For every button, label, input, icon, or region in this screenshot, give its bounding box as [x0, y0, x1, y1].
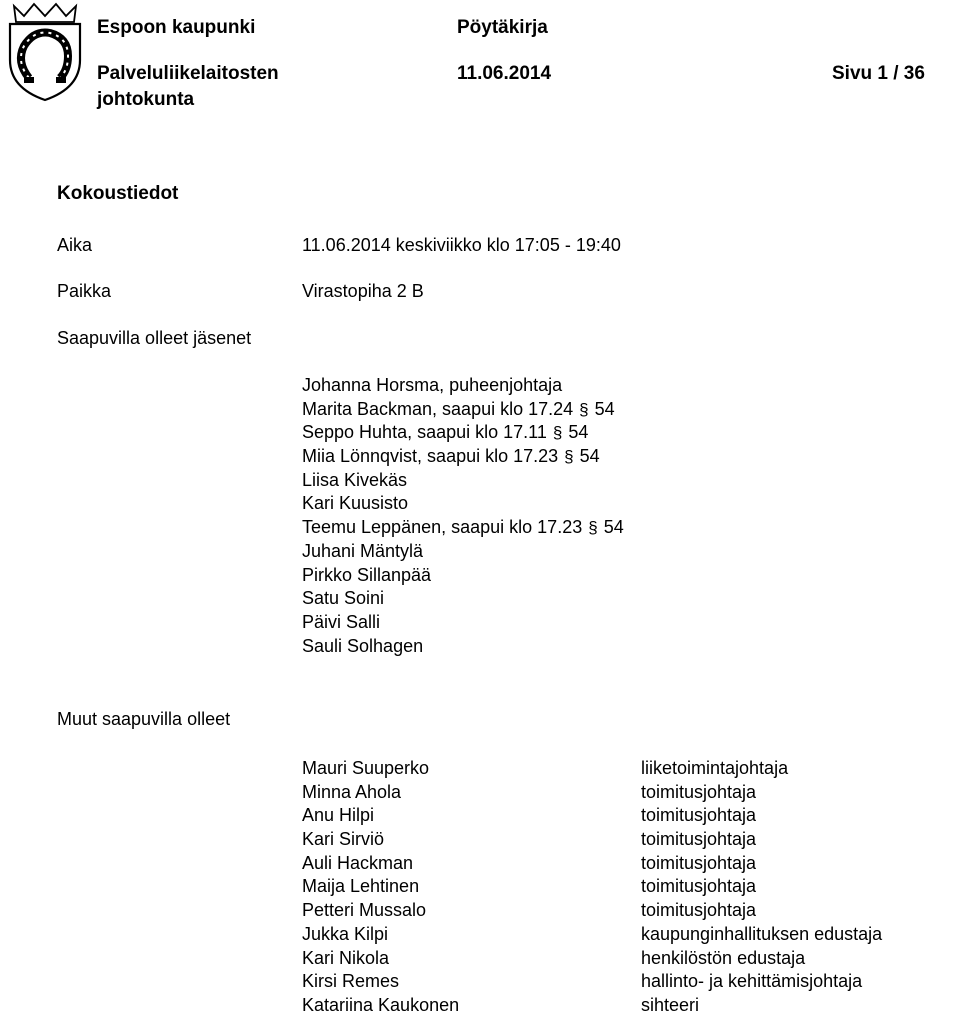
time-label: Aika: [57, 235, 93, 255]
member-name: Marita Backman, saapui klo 17.24: [302, 398, 574, 419]
list-item: Kirsi Remes: [302, 971, 400, 992]
document-type: Pöytäkirja: [457, 17, 548, 38]
list-item: [302, 492, 624, 516]
meeting-date: 11.06.2014: [457, 63, 552, 84]
list-item: Maija Lehtinen: [302, 876, 420, 897]
list-item: Jukka Kilpi: [302, 923, 389, 944]
list-item: Minna Ahola: [302, 781, 402, 802]
organization-name: Espoon kaupunki: [97, 17, 256, 38]
list-item: [302, 421, 624, 445]
role-item: liiketoimintajohtaja: [641, 758, 789, 778]
member-name: Seppo Huhta, saapui klo 17.11: [302, 422, 547, 443]
place-value: Virastopiha 2 B: [302, 281, 424, 301]
board-name-line1: Palveluliikelaitosten: [97, 63, 279, 84]
list-item: Katariina Kaukonen: [302, 994, 460, 1015]
role-item: toimitusjohtaja: [641, 876, 757, 897]
member-name: Päivi Salli: [302, 611, 381, 632]
list-item: Kari Sirviö: [302, 829, 385, 850]
others-roles-list: [641, 757, 882, 1018]
section-symbol: §: [588, 518, 598, 538]
role-item: sihteeri: [641, 994, 700, 1015]
section-symbol: §: [552, 423, 563, 443]
others-names-list: [302, 757, 459, 1018]
list-item: [302, 611, 624, 635]
member-name: Kari Kuusisto: [302, 493, 409, 514]
list-item: Petteri Mussalo: [302, 900, 427, 921]
others-label: Muut saapuvilla olleet: [57, 709, 231, 729]
section-ref: 54: [579, 446, 600, 467]
espoo-coat-of-arms-icon: [0, 2, 90, 102]
list-item: [302, 398, 624, 422]
member-name: Pirkko Sillanpää: [302, 564, 432, 585]
list-item: [302, 516, 624, 540]
role-item: kaupunginhallituksen edustaja: [641, 923, 883, 944]
list-item: [302, 374, 624, 398]
section-ref: 54: [568, 422, 589, 443]
role-item: hallinto- ja kehittämisjohtaja: [641, 971, 863, 992]
member-name: Johanna Horsma, puheenjohtaja: [302, 375, 563, 395]
member-name: Miia Lönnqvist, saapui klo 17.23: [302, 446, 559, 467]
role-item: toimitusjohtaja: [641, 900, 757, 921]
member-name: Juhani Mäntylä: [302, 540, 424, 561]
page-number: Sivu 1 / 36: [832, 63, 925, 84]
list-item: [302, 564, 624, 588]
section-symbol: §: [579, 399, 589, 419]
role-item: toimitusjohtaja: [641, 781, 757, 802]
role-item: henkilöstön edustaja: [641, 947, 806, 968]
list-item: [302, 635, 624, 659]
list-item: Kari Nikola: [302, 947, 390, 968]
list-item: [302, 445, 624, 469]
board-name-line2: johtokunta: [97, 89, 195, 110]
member-name: Satu Soini: [302, 588, 385, 609]
list-item: [302, 587, 624, 611]
section-title: Kokoustiedot: [57, 183, 179, 204]
role-item: toimitusjohtaja: [641, 852, 757, 873]
place-label: Paikka: [57, 281, 112, 301]
members-label: Saapuvilla olleet jäsenet: [57, 328, 252, 348]
member-name: Sauli Solhagen: [302, 635, 424, 656]
list-item: Anu Hilpi: [302, 805, 375, 826]
role-item: toimitusjohtaja: [641, 805, 757, 826]
member-name: Teemu Leppänen, saapui klo 17.23: [302, 517, 583, 538]
list-item: Mauri Suuperko: [302, 758, 430, 778]
section-symbol: §: [564, 447, 574, 467]
list-item: [302, 469, 624, 493]
section-ref: 54: [603, 517, 624, 538]
role-item: toimitusjohtaja: [641, 829, 757, 850]
list-item: [302, 540, 624, 564]
members-list: [302, 374, 624, 658]
list-item: Auli Hackman: [302, 852, 414, 873]
member-name: Liisa Kivekäs: [302, 469, 408, 490]
section-ref: 54: [594, 398, 615, 419]
time-value: 11.06.2014 keskiviikko klo 17:05 - 19:40: [302, 235, 621, 255]
